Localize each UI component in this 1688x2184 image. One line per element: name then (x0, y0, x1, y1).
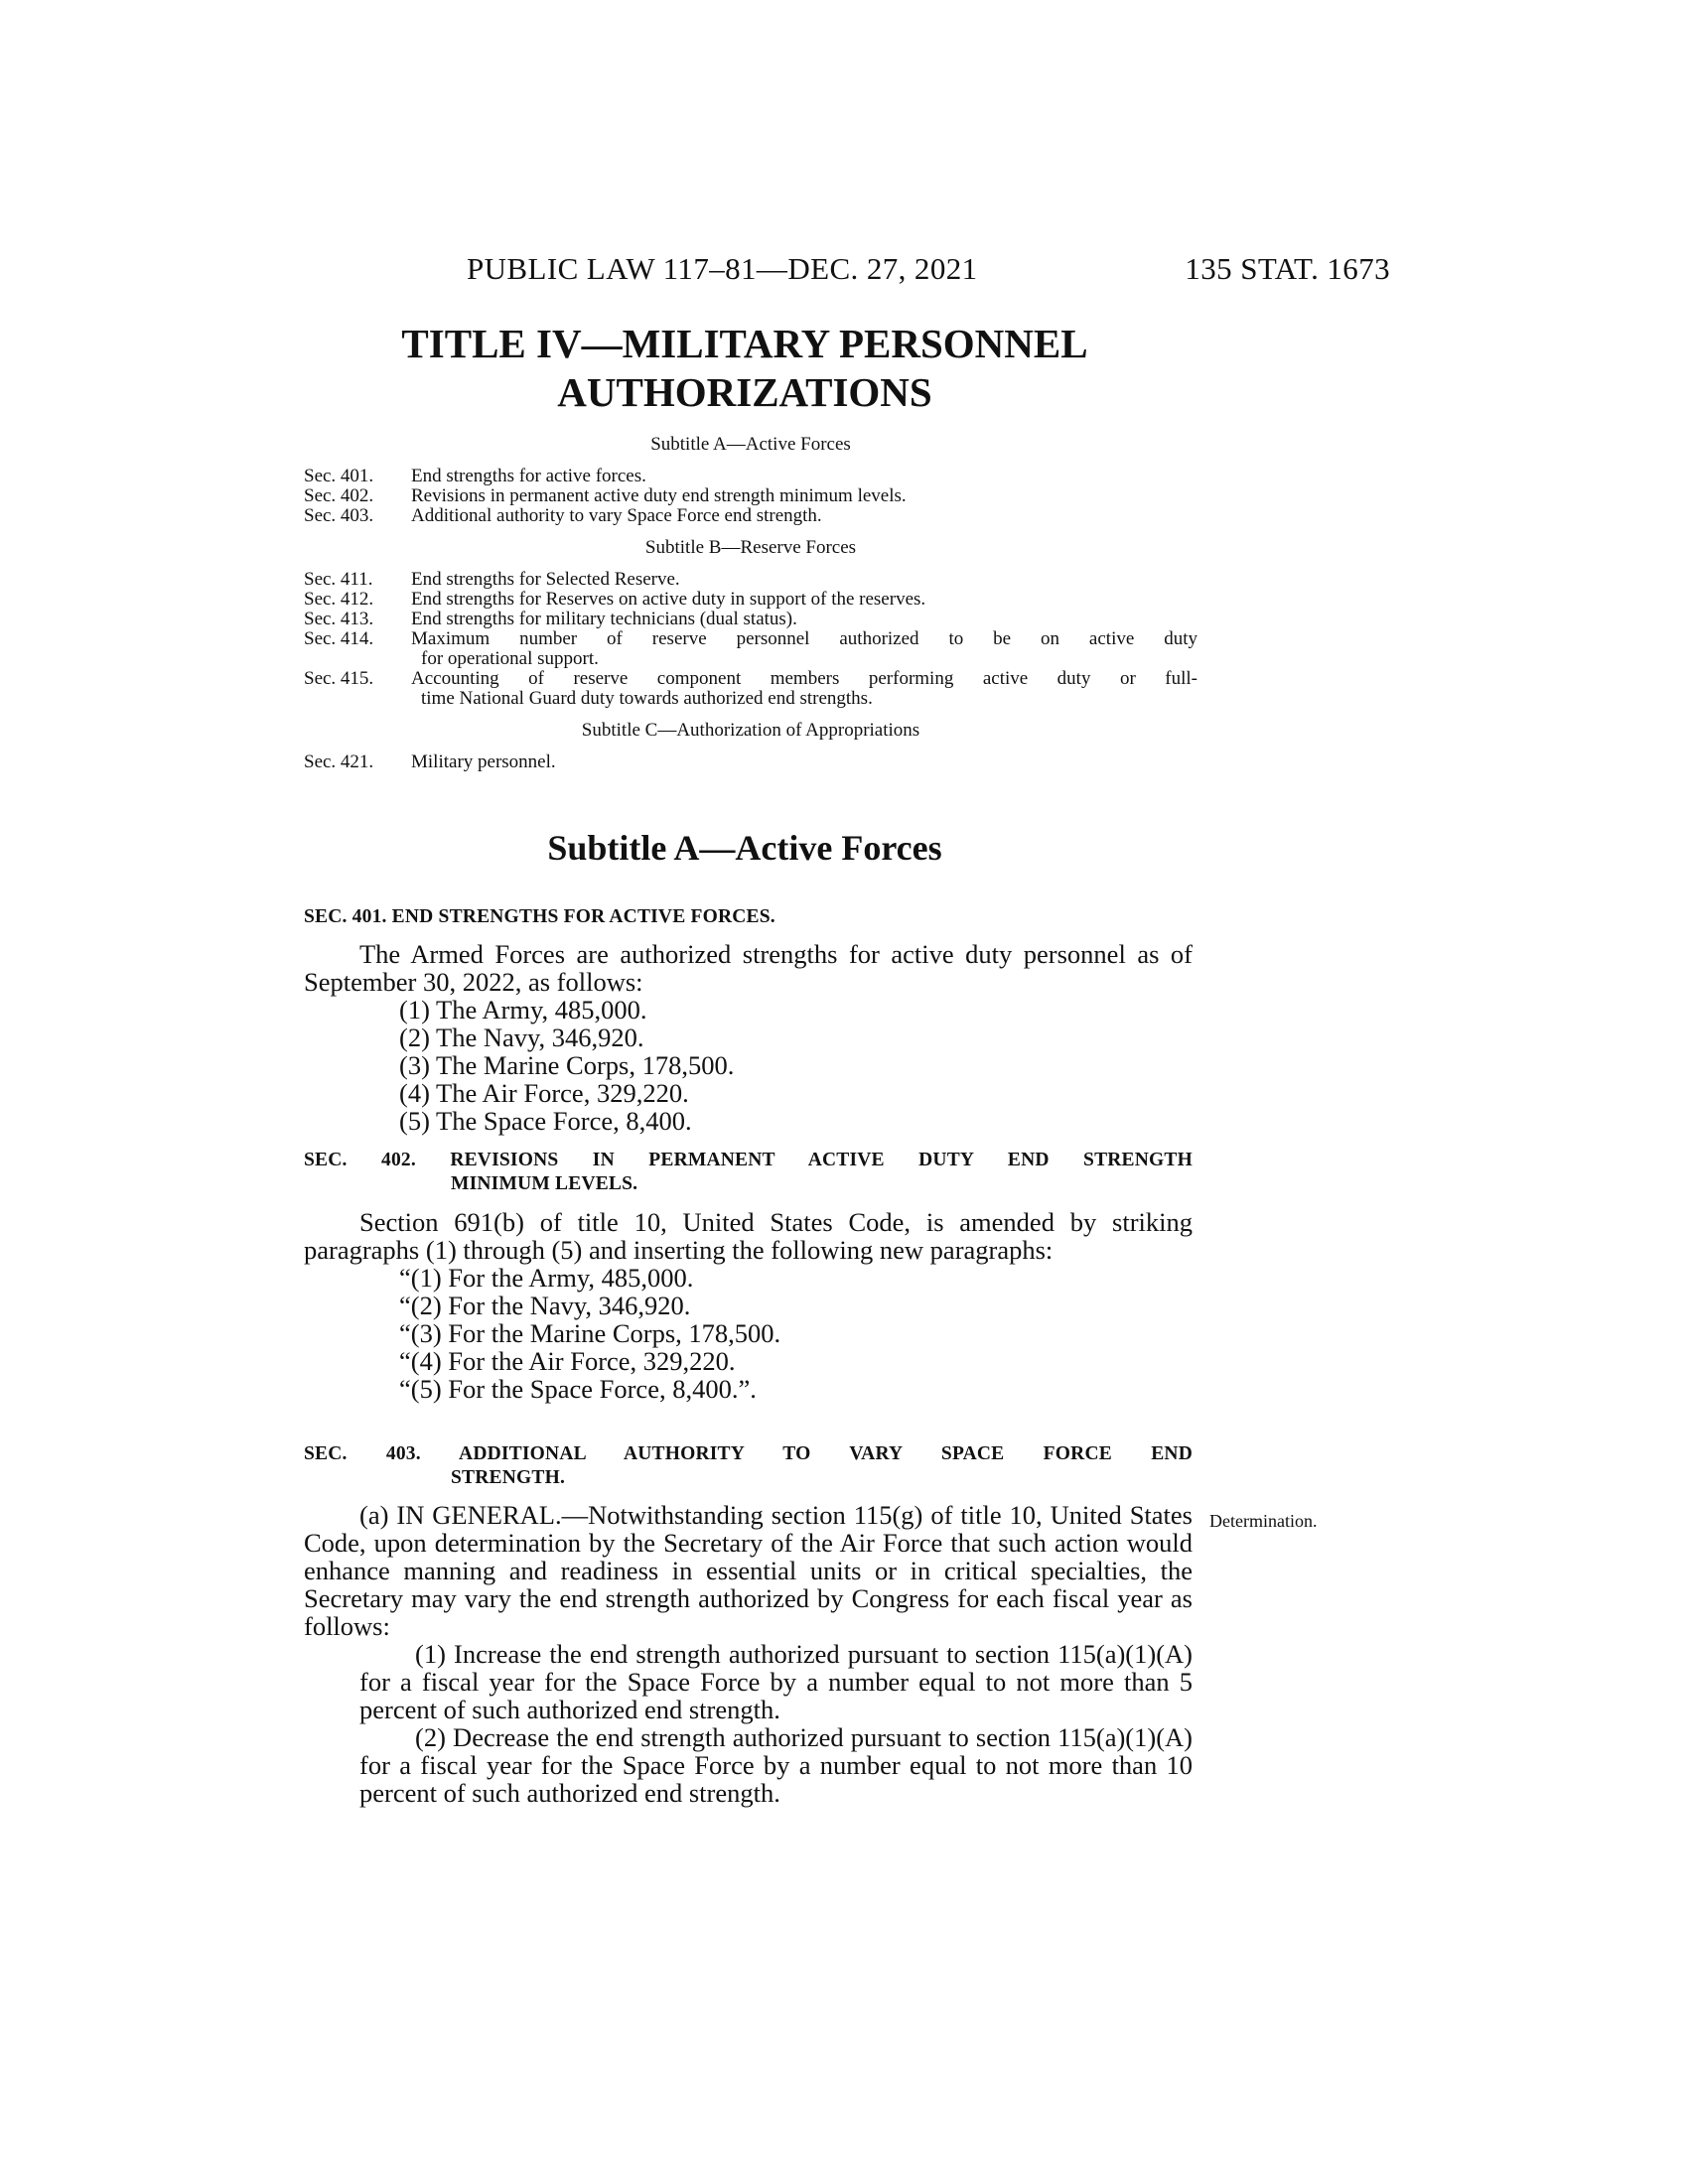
toc-text: Revisions in permanent active duty end strength minimum levels. (411, 485, 907, 506)
toc-text-line: Accounting of reserve component members performing active duty or full- (411, 668, 1197, 689)
sec-402-body (304, 1208, 1193, 1403)
toc-item (304, 467, 1197, 486)
subsection-label: (a) I (359, 1500, 406, 1530)
toc-text-continuation: time National Guard duty towards authorized end strengths. (421, 688, 873, 709)
toc-text: End strengths for Reserves on active duty in support of the reserves. (411, 589, 926, 610)
toc-item (304, 629, 1197, 669)
sec-403-heading-line-1: SEC. 403. ADDITIONAL AUTHORITY TO VARY SPACE FORCE END (304, 1443, 1193, 1464)
toc-num: Sec. 412. (304, 589, 374, 610)
subsection-text: .—Notwithstanding section 115(g) of title 10, United States Code, upon determination by the Secretary of the Air Force that such action would enhance manning and readiness in essential units or in critical specialties, the Secretary may vary the end strength authorized by Congress for each fiscal year as follows: (304, 1500, 1193, 1641)
list-item: “(3) For the Marine Corps, 178,500. (399, 1318, 781, 1348)
toc-num: Sec. 415. (304, 668, 374, 689)
table-of-contents (304, 435, 1197, 772)
toc-text: End strengths for military technicians (dual status). (411, 609, 797, 629)
list-item: (3) The Marine Corps, 178,500. (399, 1050, 735, 1080)
toc-num: Sec. 421. (304, 751, 374, 772)
sec-403-paragraph-2 (304, 1723, 1193, 1807)
subtitle-a-heading: Subtitle A—Active Forces (547, 828, 942, 868)
header-page-number: 135 STAT. 1673 (1185, 251, 1390, 286)
toc-item (304, 590, 1197, 610)
sec-403-heading-line-2: STRENGTH. (451, 1467, 566, 1488)
sec-401-body (304, 940, 1193, 1135)
page-title (298, 320, 1192, 417)
list-item: “(4) For the Air Force, 329,220. (399, 1346, 736, 1376)
toc-item (304, 610, 1197, 629)
sec-402-heading-line-2: MINIMUM LEVELS. (451, 1173, 638, 1194)
sec-403-heading (304, 1442, 1193, 1490)
list-item: (2) The Navy, 346,920. (399, 1023, 644, 1052)
sec-401-intro: The Armed Forces are authorized strengths for active duty personnel as of September 30, 2022, as follows: (304, 939, 1193, 997)
toc-subtitle-c: Subtitle C—Authorization of Appropriations (581, 720, 920, 741)
toc-subtitle-b: Subtitle B—Reserve Forces (644, 537, 857, 558)
toc-num: Sec. 402. (304, 485, 374, 506)
toc-item (304, 752, 1197, 772)
toc-num: Sec. 411. (304, 569, 373, 590)
sec-402-intro: Section 691(b) of title 10, United States Code, is amended by striking paragraphs (1) through (5) and inserting the following new paragraphs: (304, 1207, 1193, 1265)
title-line-2: AUTHORIZATIONS (557, 369, 932, 415)
toc-text-line: Maximum number of reserve personnel authorized to be on active duty (411, 628, 1197, 649)
toc-text (411, 629, 1197, 669)
toc-text-continuation: for operational support. (421, 648, 599, 669)
page-header (298, 251, 1390, 291)
list-item: (4) The Air Force, 329,220. (399, 1078, 689, 1108)
subsection-label-smallcaps: N GENERAL (405, 1500, 555, 1530)
toc-item (304, 506, 1197, 526)
toc-num: Sec. 413. (304, 609, 374, 629)
title-line-1: TITLE IV—MILITARY PERSONNEL (401, 321, 1088, 366)
toc-num: Sec. 401. (304, 466, 374, 486)
toc-subtitle-a: Subtitle A—Active Forces (650, 434, 851, 455)
toc-text (411, 669, 1197, 709)
sec-402-heading (304, 1149, 1193, 1196)
toc-item (304, 570, 1197, 590)
header-citation: PUBLIC LAW 117–81—DEC. 27, 2021 (467, 251, 978, 286)
toc-text: Additional authority to vary Space Force end strength. (411, 505, 822, 526)
paragraph-text: (2) Decrease the end strength authorized pursuant to section 115(a)(1)(A) for a fiscal year for the Space Force by a number equal to not more than 10 percent of such authorized end strength. (359, 1722, 1193, 1808)
toc-text: Military personnel. (411, 751, 556, 772)
toc-num: Sec. 414. (304, 628, 374, 649)
toc-item (304, 486, 1197, 506)
sec-403-paragraph-1 (304, 1640, 1193, 1723)
toc-text: End strengths for Selected Reserve. (411, 569, 680, 590)
sec-401-heading: SEC. 401. END STRENGTHS FOR ACTIVE FORCES. (304, 906, 775, 927)
list-item: (1) The Army, 485,000. (399, 995, 647, 1024)
list-item: (5) The Space Force, 8,400. (399, 1106, 692, 1136)
list-item: “(2) For the Navy, 346,920. (399, 1291, 691, 1320)
paragraph-text: (1) Increase the end strength authorized pursuant to section 115(a)(1)(A) for a fiscal year for the Space Force by a number equal to not more than 5 percent of such authorized end strength. (359, 1639, 1193, 1724)
toc-text: End strengths for active forces. (411, 466, 646, 486)
toc-item (304, 669, 1197, 709)
toc-num: Sec. 403. (304, 505, 374, 526)
sec-403-subsection-a (304, 1501, 1193, 1640)
list-item: “(5) For the Space Force, 8,400.”. (399, 1374, 757, 1404)
sec-402-heading-line-1: SEC. 402. REVISIONS IN PERMANENT ACTIVE DUTY END STRENGTH (304, 1150, 1193, 1170)
margin-note-determination: Determination. (1209, 1511, 1318, 1531)
list-item: “(1) For the Army, 485,000. (399, 1263, 694, 1293)
sec-403-body (304, 1501, 1193, 1807)
